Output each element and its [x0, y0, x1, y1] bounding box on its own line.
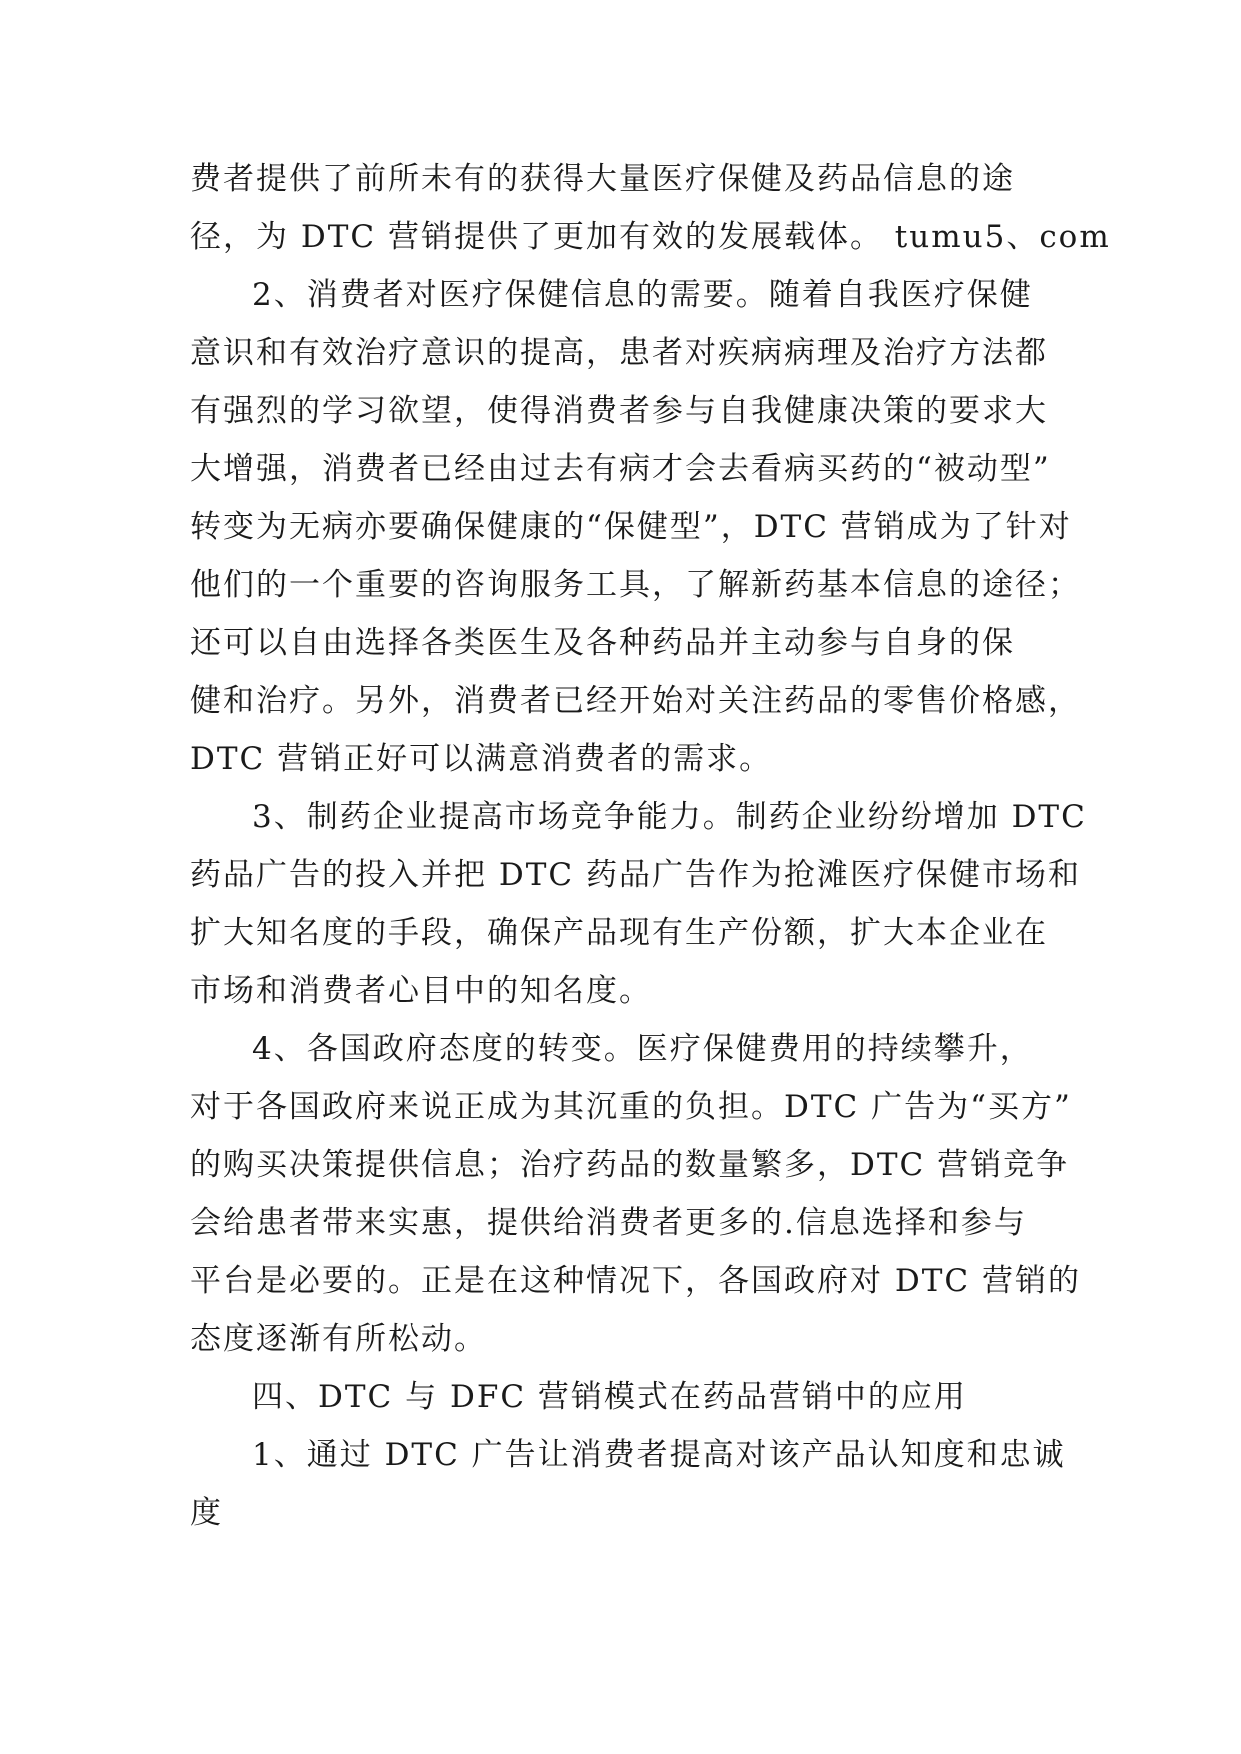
text-line: 健和治疗。另外，消费者已经开始对关注药品的零售价格感， — [190, 683, 1081, 719]
paragraph-3-start: 3、制药企业提高市场竞争能力。制药企业纷纷增加 DTC — [252, 799, 1087, 835]
text-line: 径，为 DTC 营销提供了更加有效的发展载体。 tumu5、com — [190, 219, 1111, 255]
document-body — [190, 150, 1111, 1542]
text-line: 对于各国政府来说正成为其沉重的负担。DTC 广告为“买方” — [190, 1089, 1072, 1125]
text-line: 大增强，消费者已经由过去有病才会去看病买药的“被动型” — [190, 451, 1051, 487]
text-line: 态度逐渐有所松动。 — [190, 1321, 487, 1357]
text-line: 药品广告的投入并把 DTC 药品广告作为抢滩医疗保健市场和 — [190, 857, 1081, 893]
text-line: 有强烈的学习欲望，使得消费者参与自我健康决策的要求大 — [190, 393, 1048, 429]
text-line: 扩大知名度的手段，确保产品现有生产份额，扩大本企业在 — [190, 915, 1048, 951]
paragraph-section-1-start: 1、通过 DTC 广告让消费者提高对该产品认知度和忠诚 — [252, 1437, 1066, 1473]
text-line: 平台是必要的。正是在这种情况下，各国政府对 DTC 营销的 — [190, 1263, 1081, 1299]
text-line: 转变为无病亦要确保健康的“保健型”，DTC 营销成为了针对 — [190, 509, 1072, 545]
text-line: DTC 营销正好可以满意消费者的需求。 — [190, 741, 773, 777]
text-line: 度 — [190, 1495, 223, 1531]
text-line: 的购买决策提供信息；治疗药品的数量繁多，DTC 营销竞争 — [190, 1147, 1070, 1183]
text-line: 会给患者带来实惠，提供给消费者更多的.信息选择和参与 — [190, 1205, 1027, 1241]
text-line: 意识和有效治疗意识的提高，患者对疾病病理及治疗方法都 — [190, 335, 1048, 371]
section-heading: 四、DTC 与 DFC 营销模式在药品营销中的应用 — [252, 1379, 967, 1415]
text-line: 费者提供了前所未有的获得大量医疗保健及药品信息的途 — [190, 161, 1015, 197]
paragraph-2-start: 2、消费者对医疗保健信息的需要。随着自我医疗保健 — [252, 277, 1033, 313]
text-line: 他们的一个重要的咨询服务工具，了解新药基本信息的途径； — [190, 567, 1081, 603]
text-line: 市场和消费者心目中的知名度。 — [190, 973, 652, 1009]
paragraph-4-start: 4、各国政府态度的转变。医疗保健费用的持续攀升， — [252, 1031, 1033, 1067]
text-line: 还可以自由选择各类医生及各种药品并主动参与自身的保 — [190, 625, 1015, 661]
